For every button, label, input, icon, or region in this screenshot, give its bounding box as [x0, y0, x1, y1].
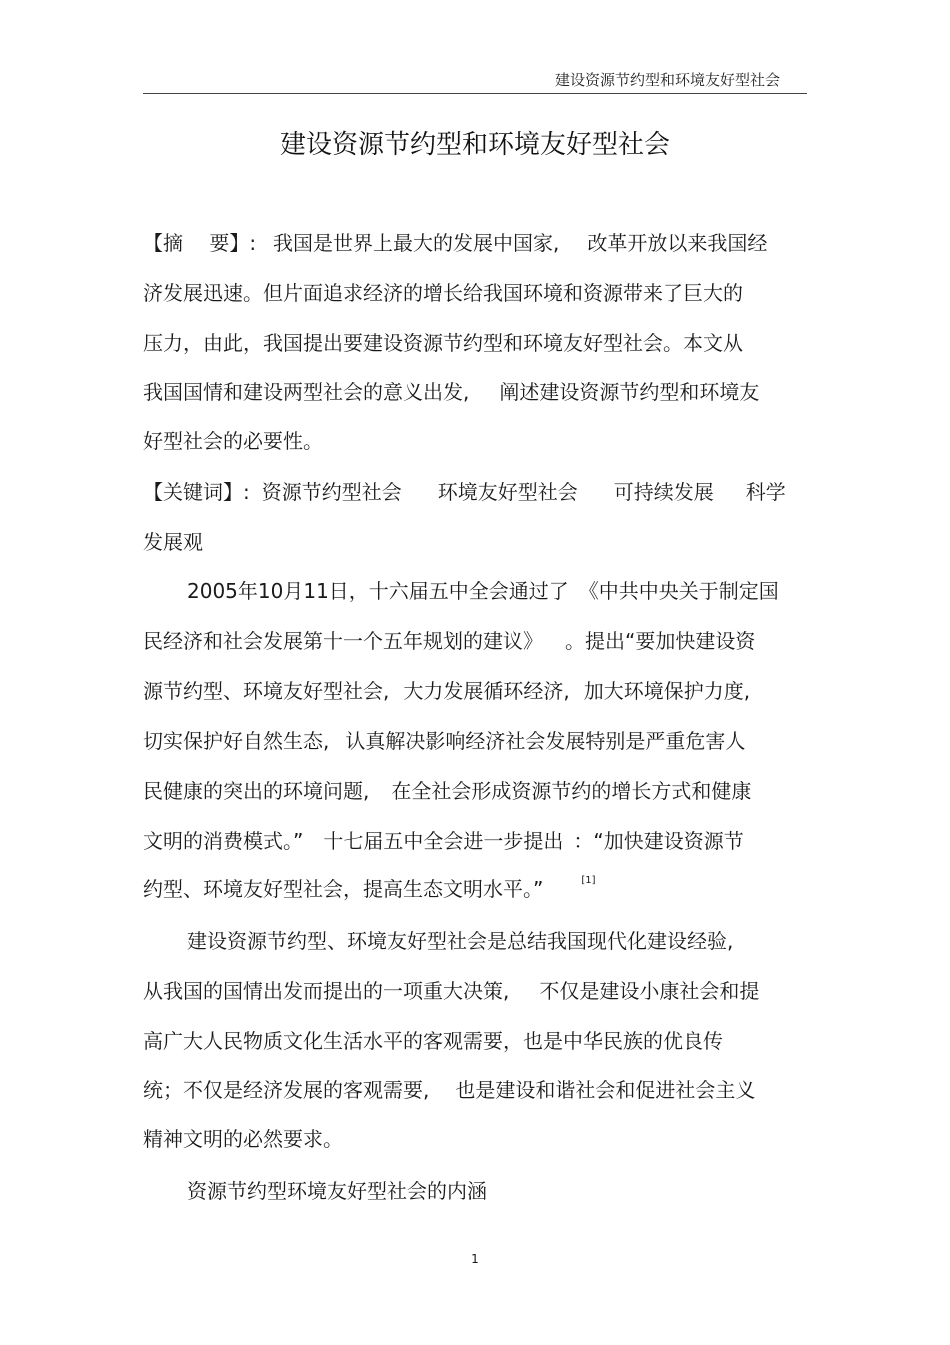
- abstract-line: [143, 330, 743, 356]
- abstract-text: 压力，由此，我国提出要建设资源节约型和环境友好型社会。本文从: [143, 331, 743, 355]
- keyword: 可持续发展: [613, 480, 714, 504]
- body-line: [143, 1126, 343, 1152]
- body-text: 文明的消费模式。”: [143, 829, 304, 853]
- body-line: [143, 828, 744, 854]
- body-text: 十七届五中全会进一步提出: [323, 829, 564, 853]
- body-text: 从我国的国情出发而提出的一项重大决策,: [143, 979, 510, 1003]
- page-number: 1: [471, 1252, 479, 1266]
- body-text: 民经济和社会发展第十一个五年规划的建议》: [143, 629, 543, 653]
- abstract-text: 阐述建设资源节约型和环境友: [499, 380, 760, 404]
- abstract-line: [143, 280, 743, 306]
- body-text: 民健康的突出的环境问题,: [143, 779, 370, 803]
- body-line: [143, 1028, 723, 1054]
- body-line: [143, 978, 759, 1004]
- body-line: [143, 628, 755, 654]
- body-line: [143, 728, 745, 754]
- body-text: 不仅是建设小康社会和提: [539, 979, 760, 1003]
- body-line: [143, 778, 751, 804]
- abstract-text: 改革开放以来我国经: [587, 231, 768, 255]
- body-text: 2005年10月11日，十六届五中全会通过了: [187, 579, 569, 603]
- body-text: 精神文明的必然要求。: [143, 1127, 343, 1151]
- body-line: [143, 678, 750, 704]
- body-line: [143, 1077, 755, 1103]
- abstract-line: [143, 428, 323, 454]
- body-line: [187, 578, 779, 604]
- body-line: [143, 876, 596, 902]
- abstract-label: 【摘 要】:: [143, 231, 257, 255]
- abstract-line: [143, 230, 767, 256]
- footnote-reference[interactable]: [1]: [581, 875, 596, 886]
- keywords-line: [143, 529, 203, 555]
- body-text: 统；不仅是经济发展的客观需要,: [143, 1078, 430, 1102]
- running-header: 建设资源节约型和环境友好型社会: [554, 71, 780, 89]
- keywords-line: [143, 479, 786, 505]
- header-rule: [143, 93, 807, 94]
- body-text: 切实保护好自然生态,: [143, 729, 330, 753]
- body-text: 认真解决影响经济社会发展特别是严重危害人: [345, 729, 746, 753]
- keyword-continuation: 发展观: [143, 530, 203, 554]
- section-heading: 资源节约型环境友好型社会的内涵: [187, 1179, 487, 1203]
- body-text: 加大环境保护力度,: [583, 679, 751, 703]
- body-line: [187, 928, 733, 954]
- body-text: 高广大人民物质文化生活水平的客观需要，也是中华民族的优良传: [143, 1029, 723, 1053]
- keyword: 科学: [745, 480, 786, 504]
- abstract-text: 我国国情和建设两型社会的意义出发,: [143, 380, 470, 404]
- keyword: 资源节约型社会: [261, 480, 402, 504]
- body-text: ：“加快建设资源节: [573, 829, 744, 853]
- body-text: 《中共中央关于制定国: [578, 579, 779, 603]
- document-title: 建设资源节约型和环境友好型社会: [279, 130, 670, 160]
- keyword: 环境友好型社会: [437, 480, 578, 504]
- body-text: 建设资源节约型、环境友好型社会是总结我国现代化建设经验,: [187, 929, 734, 953]
- abstract-line: [143, 379, 759, 405]
- keywords-label: 【关键词】:: [143, 480, 250, 504]
- abstract-text: 我国是世界上最大的发展中国家,: [273, 231, 560, 255]
- abstract-text: 济发展迅速。但片面追求经济的增长给我国环境和资源带来了巨大的: [143, 281, 743, 305]
- body-text: 。提出“要加快建设资: [565, 629, 756, 653]
- body-text: 约型、环境友好型社会，提高生态文明水平。”: [143, 877, 544, 901]
- body-text: 源节约型、环境友好型社会,: [143, 679, 390, 703]
- body-text: 大力发展循环经济,: [403, 679, 570, 703]
- body-text: 也是建设和谐社会和促进社会主义: [455, 1078, 756, 1102]
- abstract-text: 好型社会的必要性。: [143, 429, 323, 453]
- body-text: 在全社会形成资源节约的增长方式和健康: [391, 779, 752, 803]
